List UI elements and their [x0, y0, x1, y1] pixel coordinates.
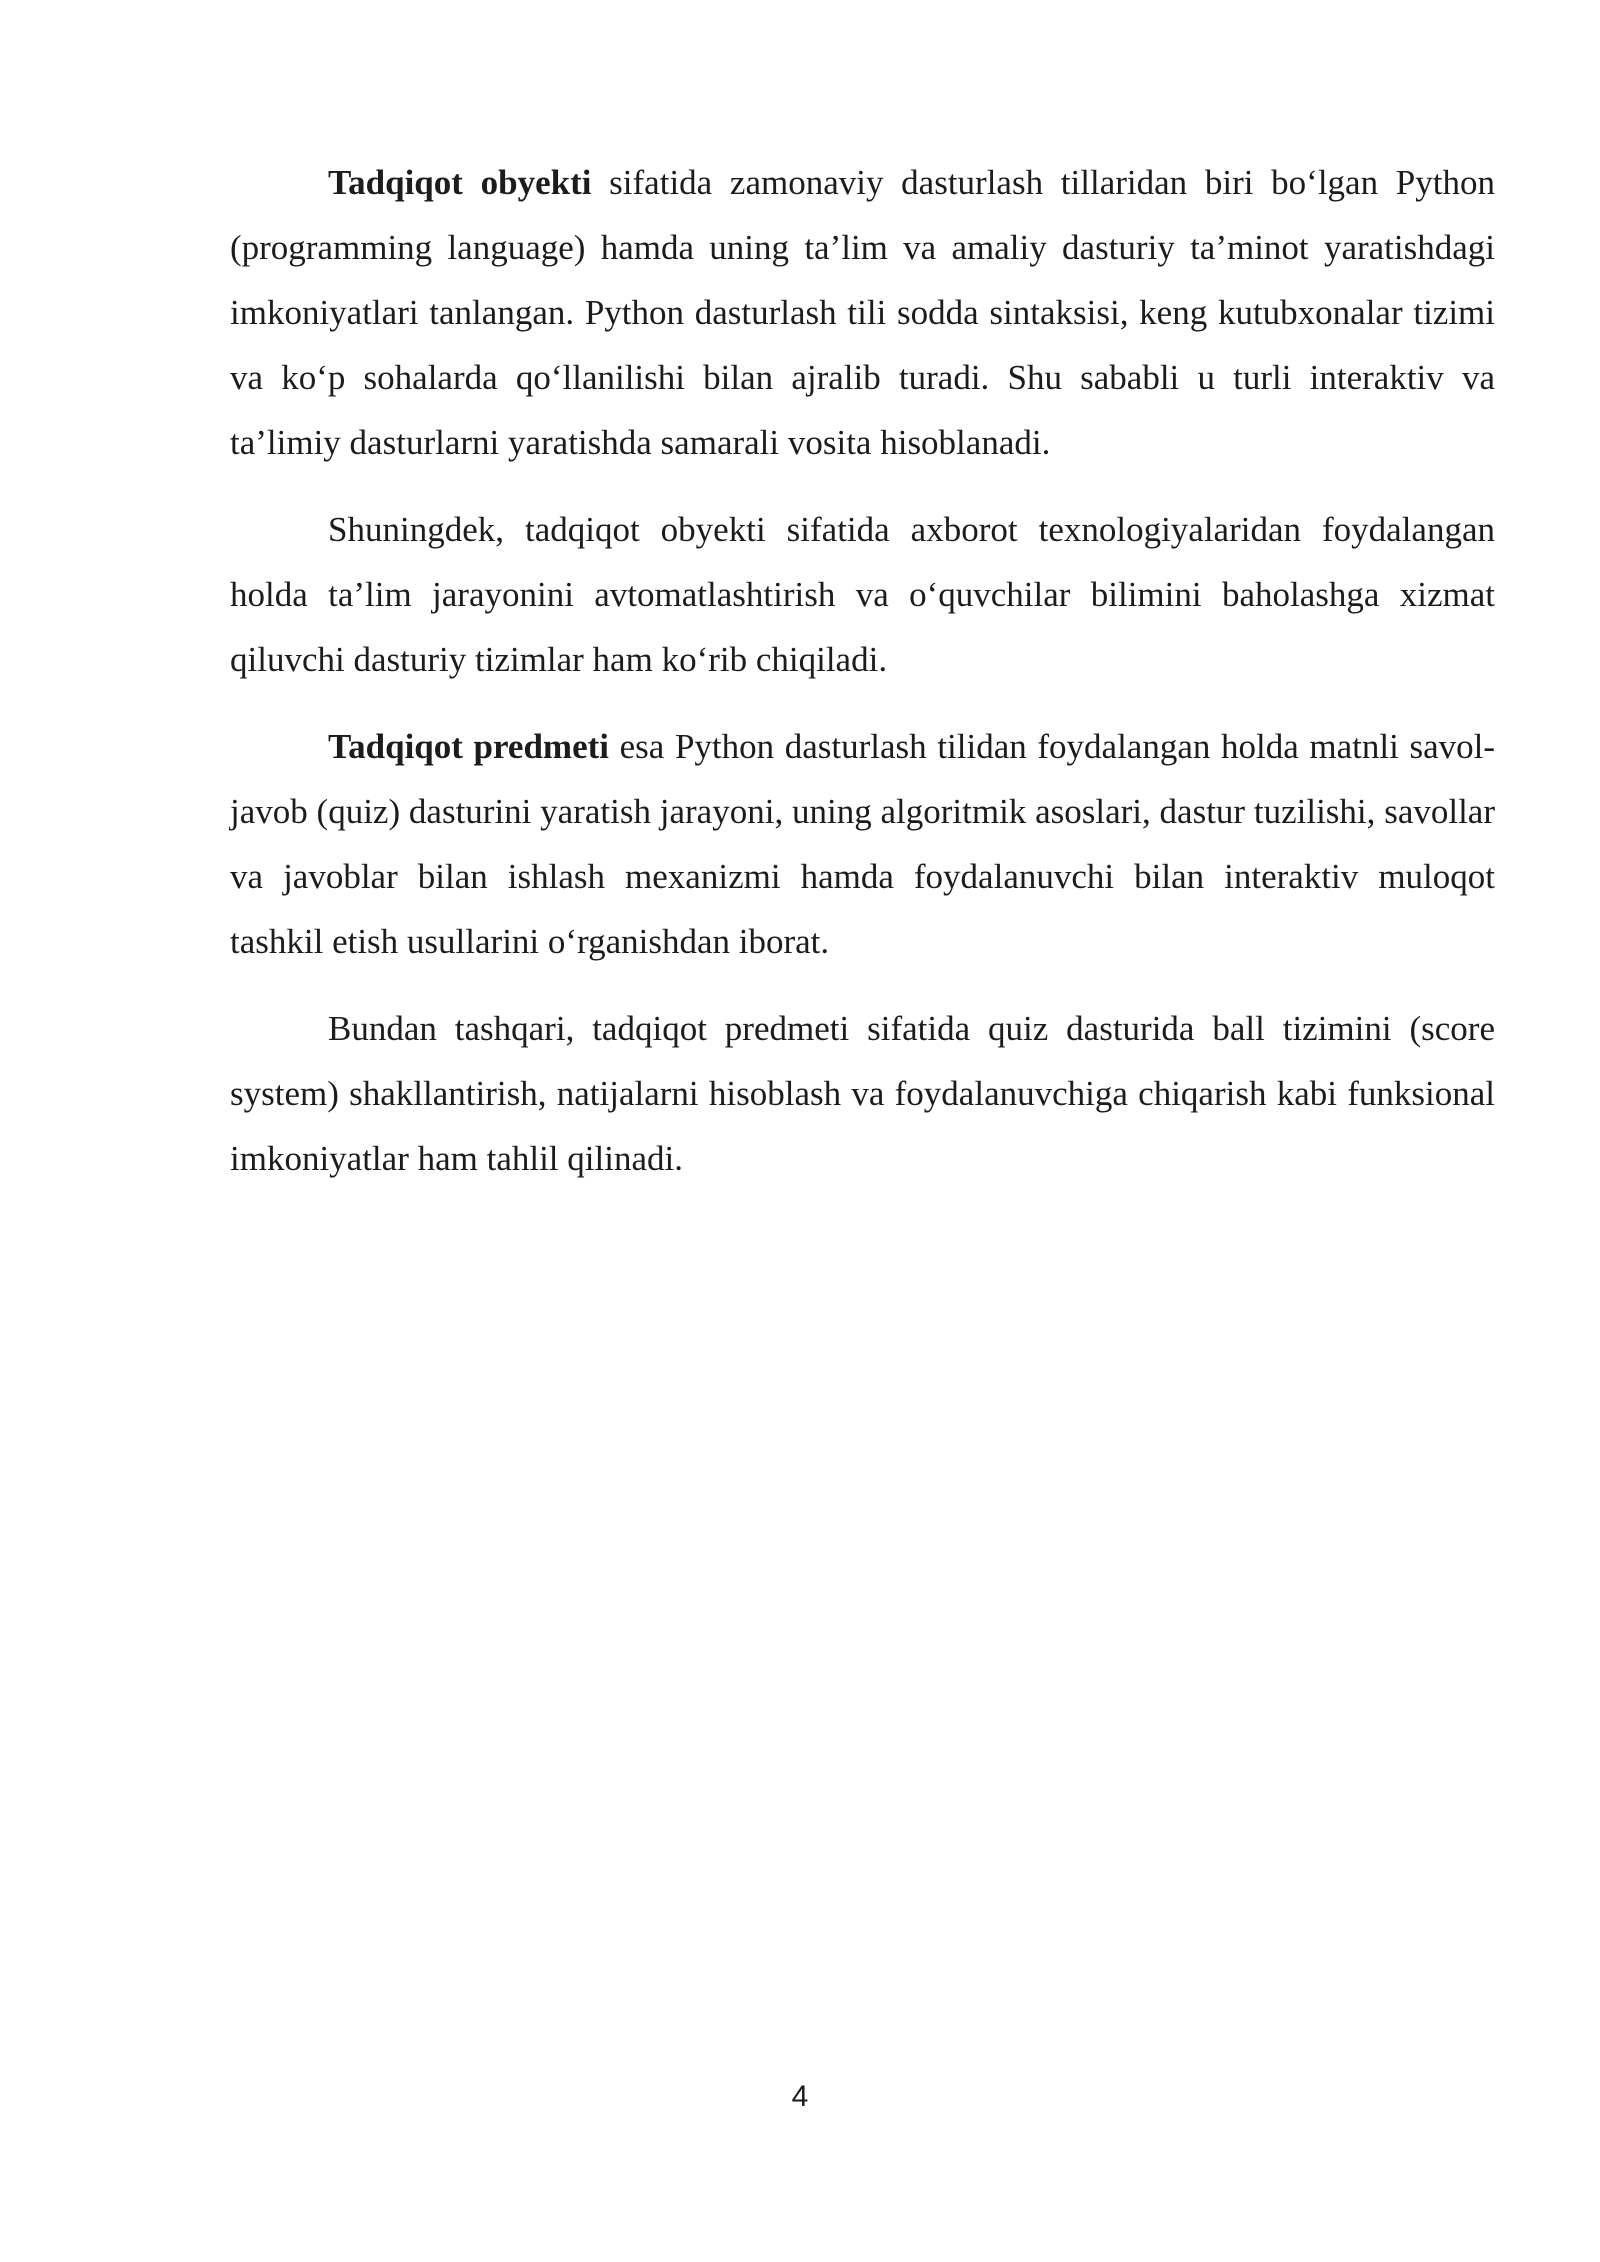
page-number: 4 [791, 2080, 809, 2113]
paragraph-text: sifatida zamonaviy dasturlash tillaridan biri bo‘lgan Python (programming language) hamda uning ta’lim va amaliy dasturiy ta’minot yaratishdagi imkoniyatlari tanlangan. Python dasturlash tili sodda sintaksisi, keng kutubxonalar tizimi va ko‘p sohalarda qo‘llanilishi bilan ajralib turadi. Shu sababli u turli interaktiv va ta’limiy dasturlarni yaratishda samarali vosita hisoblanadi. [230, 163, 1495, 462]
paragraph-research-object-extra [230, 497, 1495, 692]
paragraph-text: Bundan tashqari, tadqiqot predmeti sifatida quiz dasturida ball tizimini (score system) shakllantirish, natijalarni hisoblash va foydalanuvchiga chiqarish kabi funksional imkoniyatlar ham tahlil qilinadi. [230, 1009, 1495, 1178]
paragraph-text: Shuningdek, tadqiqot obyekti sifatida axborot texnologiyalaridan foydalangan holda ta’lim jarayonini avtomatlashtirish va o‘quvchilar bilimini baholashga xizmat qiluvchi dasturiy tizimlar ham ko‘rib chiqiladi. [230, 510, 1495, 679]
paragraph-text: esa Python dasturlash tilidan foydalangan holda matnli savol-javob (quiz) dasturini yaratish jarayoni, uning algoritmik asoslari, dastur tuzilishi, savollar va javoblar bilan ishlash mexanizmi hamda foydalanuvchi bilan interaktiv muloqot tashkil etish usullarini o‘rganishdan iborat. [230, 727, 1495, 961]
term-research-object: Tadqiqot obyekti [328, 163, 592, 202]
document-body [230, 150, 1495, 1213]
paragraph-research-subject-extra [230, 996, 1495, 1191]
paragraph-research-subject [230, 714, 1495, 974]
paragraph-research-object [230, 150, 1495, 475]
term-research-subject: Tadqiqot predmeti [328, 727, 609, 766]
